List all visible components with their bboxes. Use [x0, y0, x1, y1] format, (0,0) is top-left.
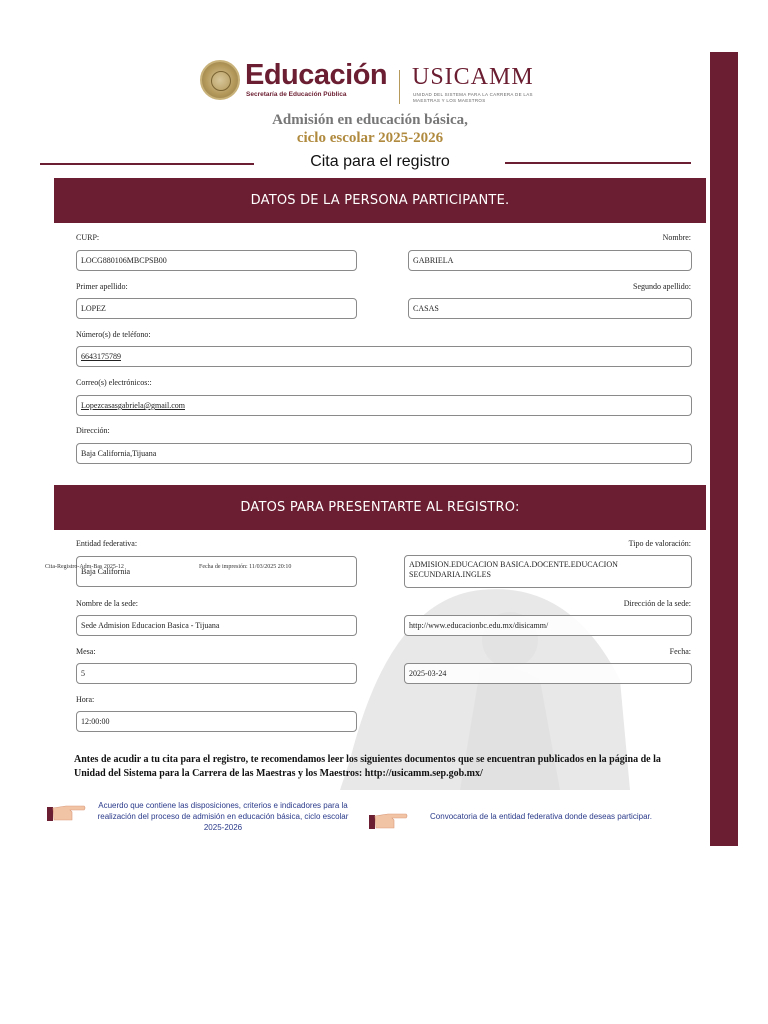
page-title: Cita para el registro: [310, 153, 450, 170]
pointing-hand-icon: [46, 800, 86, 822]
doc-acuerdo-link[interactable]: Acuerdo que contiene las disposiciones, criterios e indicadores para la realización del proceso de admisión en educación básica, ciclo escolar 2025-2026: [97, 801, 349, 832]
direccion-sede-label: Dirección de la sede:: [623, 599, 691, 608]
doc-convocatoria-link[interactable]: Convocatoria de la entidad federativa donde deseas participar.: [430, 812, 652, 821]
educacion-logo: Educación: [245, 59, 388, 91]
section-header-participant: DATOS DE LA PERSONA PARTICIPANTE.: [54, 178, 706, 223]
direccion-sede-field[interactable]: http://www.educacionbc.edu.mx/disicamm/: [404, 615, 692, 636]
nombre-label: Nombre:: [662, 233, 691, 242]
nombre-field[interactable]: GABRIELA: [408, 250, 692, 271]
usicamm-logo-subtitle: UNIDAD DEL SISTEMA PARA LA CARRERA DE LAS MAESTRAS Y LOS MAESTROS: [413, 92, 533, 103]
right-decorative-bar: [710, 52, 738, 846]
entidad-field[interactable]: Baja California: [76, 556, 357, 587]
correo-label: Correo(s) electrónicos::: [76, 378, 152, 387]
sede-field[interactable]: Sede Admision Educacion Basica - Tijuana: [76, 615, 357, 636]
hora-label: Hora:: [76, 695, 95, 704]
print-code: Cita-Registro-Adm-Bas 2025-12: [45, 564, 124, 570]
school-year: ciclo escolar 2025-2026: [296, 130, 444, 146]
admission-title: Admisión en educación básica,: [272, 112, 468, 128]
educacion-logo-subtitle: Secretaría de Educación Pública: [246, 91, 347, 98]
direccion-field[interactable]: Baja California,Tijuana: [76, 443, 692, 464]
primer-apellido-label: Primer apellido:: [76, 282, 128, 291]
mesa-field[interactable]: 5: [76, 663, 357, 684]
telefono-label: Número(s) de teléfono:: [76, 330, 151, 339]
fecha-label: Fecha:: [669, 647, 691, 656]
section-header-registration: DATOS PARA PRESENTARTE AL REGISTRO:: [54, 485, 706, 530]
hora-field[interactable]: 12:00:00: [76, 711, 357, 732]
fecha-field[interactable]: 2025-03-24: [404, 663, 692, 684]
segundo-apellido-field[interactable]: CASAS: [408, 298, 692, 319]
mesa-label: Mesa:: [76, 647, 96, 656]
sede-label: Nombre de la sede:: [76, 599, 138, 608]
correo-value: Lopezcasasgabriela@gmail.com: [81, 401, 185, 410]
correo-field[interactable]: [76, 395, 692, 416]
valoracion-field[interactable]: ADMISION.EDUCACION BASICA.DOCENTE.EDUCACION SECUNDARIA.INGLES: [404, 555, 692, 588]
telefono-value: 6643175789: [81, 352, 121, 361]
sep-seal-icon: [200, 60, 240, 100]
logo-divider: [399, 70, 400, 104]
primer-apellido-field[interactable]: LOPEZ: [76, 298, 357, 319]
notice-text: Antes de acudir a tu cita para el registro, te recomendamos leer los siguientes documentos que se encuentran publicados en la página de la Unidad del Sistema para la Carrera de las Maestras y los Maestros: http://usicamm.sep.gob.mx/: [74, 754, 661, 779]
curp-label: CURP:: [76, 233, 100, 242]
usicamm-logo: USICAMM: [412, 64, 534, 90]
curp-field[interactable]: LOCG880106MBCPSB00: [76, 250, 357, 271]
direccion-label: Dirección:: [76, 426, 110, 435]
entidad-label: Entidad federativa:: [76, 539, 138, 548]
print-date: Fecha de impresión: 11/03/2025 20:10: [199, 564, 292, 570]
valoracion-label: Tipo de valoración:: [628, 539, 691, 548]
title-rule-right: [505, 162, 691, 164]
segundo-apellido-label: Segundo apellido:: [633, 282, 691, 291]
telefono-field[interactable]: [76, 346, 692, 367]
pointing-hand-icon: [368, 808, 408, 830]
title-rule-left: [40, 163, 254, 165]
